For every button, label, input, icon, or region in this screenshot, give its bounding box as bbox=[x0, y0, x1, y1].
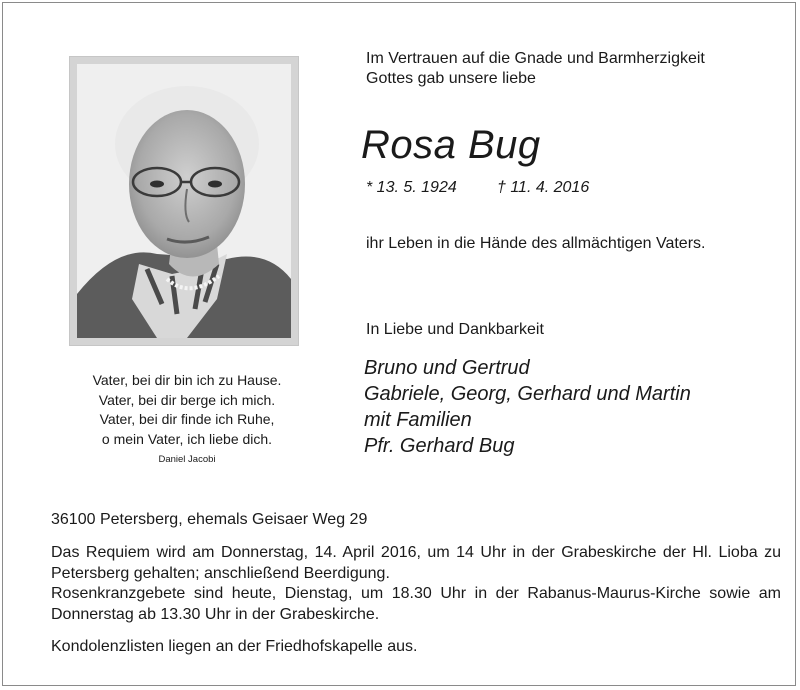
portrait-icon bbox=[77, 64, 291, 338]
life-line: ihr Leben in die Hände des allmächtigen Vaters. bbox=[366, 235, 706, 252]
mourner-line: Gabriele, Georg, Gerhard und Martin bbox=[364, 383, 691, 405]
intro-line: Im Vertrauen auf die Gnade und Barmherzigkeit bbox=[366, 50, 705, 67]
poem-line: Vater, bei dir berge ich mich. bbox=[98, 391, 276, 408]
condolences-text: Kondolenzlisten liegen an der Friedhofskapelle aus. bbox=[51, 638, 418, 655]
mourners-list bbox=[364, 355, 691, 459]
poem-line: Vater, bei dir finde ich Ruhe, bbox=[99, 411, 275, 427]
thanks-line: In Liebe und Dankbarkeit bbox=[366, 321, 544, 338]
poem-line: Vater, bei dir bin ich zu Hause. bbox=[92, 372, 282, 388]
birth-date: * 13. 5. 1924 bbox=[366, 179, 457, 196]
service-details bbox=[51, 543, 781, 625]
rosary-text: Rosenkranzgebete sind heute, Dienstag, um 18.30 Uhr in der Rabanus-Maurus-Kirche sowie am Donnerstag ab 13.30 Uhr in der Grabeskirche. bbox=[51, 585, 781, 623]
intro-line: Gottes gab unsere liebe bbox=[366, 70, 536, 87]
portrait-frame bbox=[69, 56, 299, 346]
mourner-line: Bruno und Gertrud bbox=[364, 357, 530, 379]
obituary-card bbox=[2, 2, 796, 686]
poem-line: o mein Vater, ich liebe dich. bbox=[101, 430, 273, 447]
death-date: † 11. 4. 2016 bbox=[497, 179, 590, 196]
address: 36100 Petersberg, ehemals Geisaer Weg 29 bbox=[51, 511, 368, 528]
mourner-line: Pfr. Gerhard Bug bbox=[364, 435, 515, 457]
requiem-text: Das Requiem wird am Donnerstag, 14. April 2016, um 14 Uhr in der Grabeskirche der Hl. Lioba zu Petersberg gehalten; anschließend Beerdigung. bbox=[51, 544, 781, 582]
mourner-line: mit Familien bbox=[364, 409, 472, 431]
intro-text bbox=[366, 49, 705, 89]
life-dates bbox=[366, 179, 590, 197]
poem-author: Daniel Jacobi bbox=[158, 454, 216, 465]
poem bbox=[43, 371, 331, 467]
deceased-name: Rosa Bug bbox=[361, 123, 541, 167]
